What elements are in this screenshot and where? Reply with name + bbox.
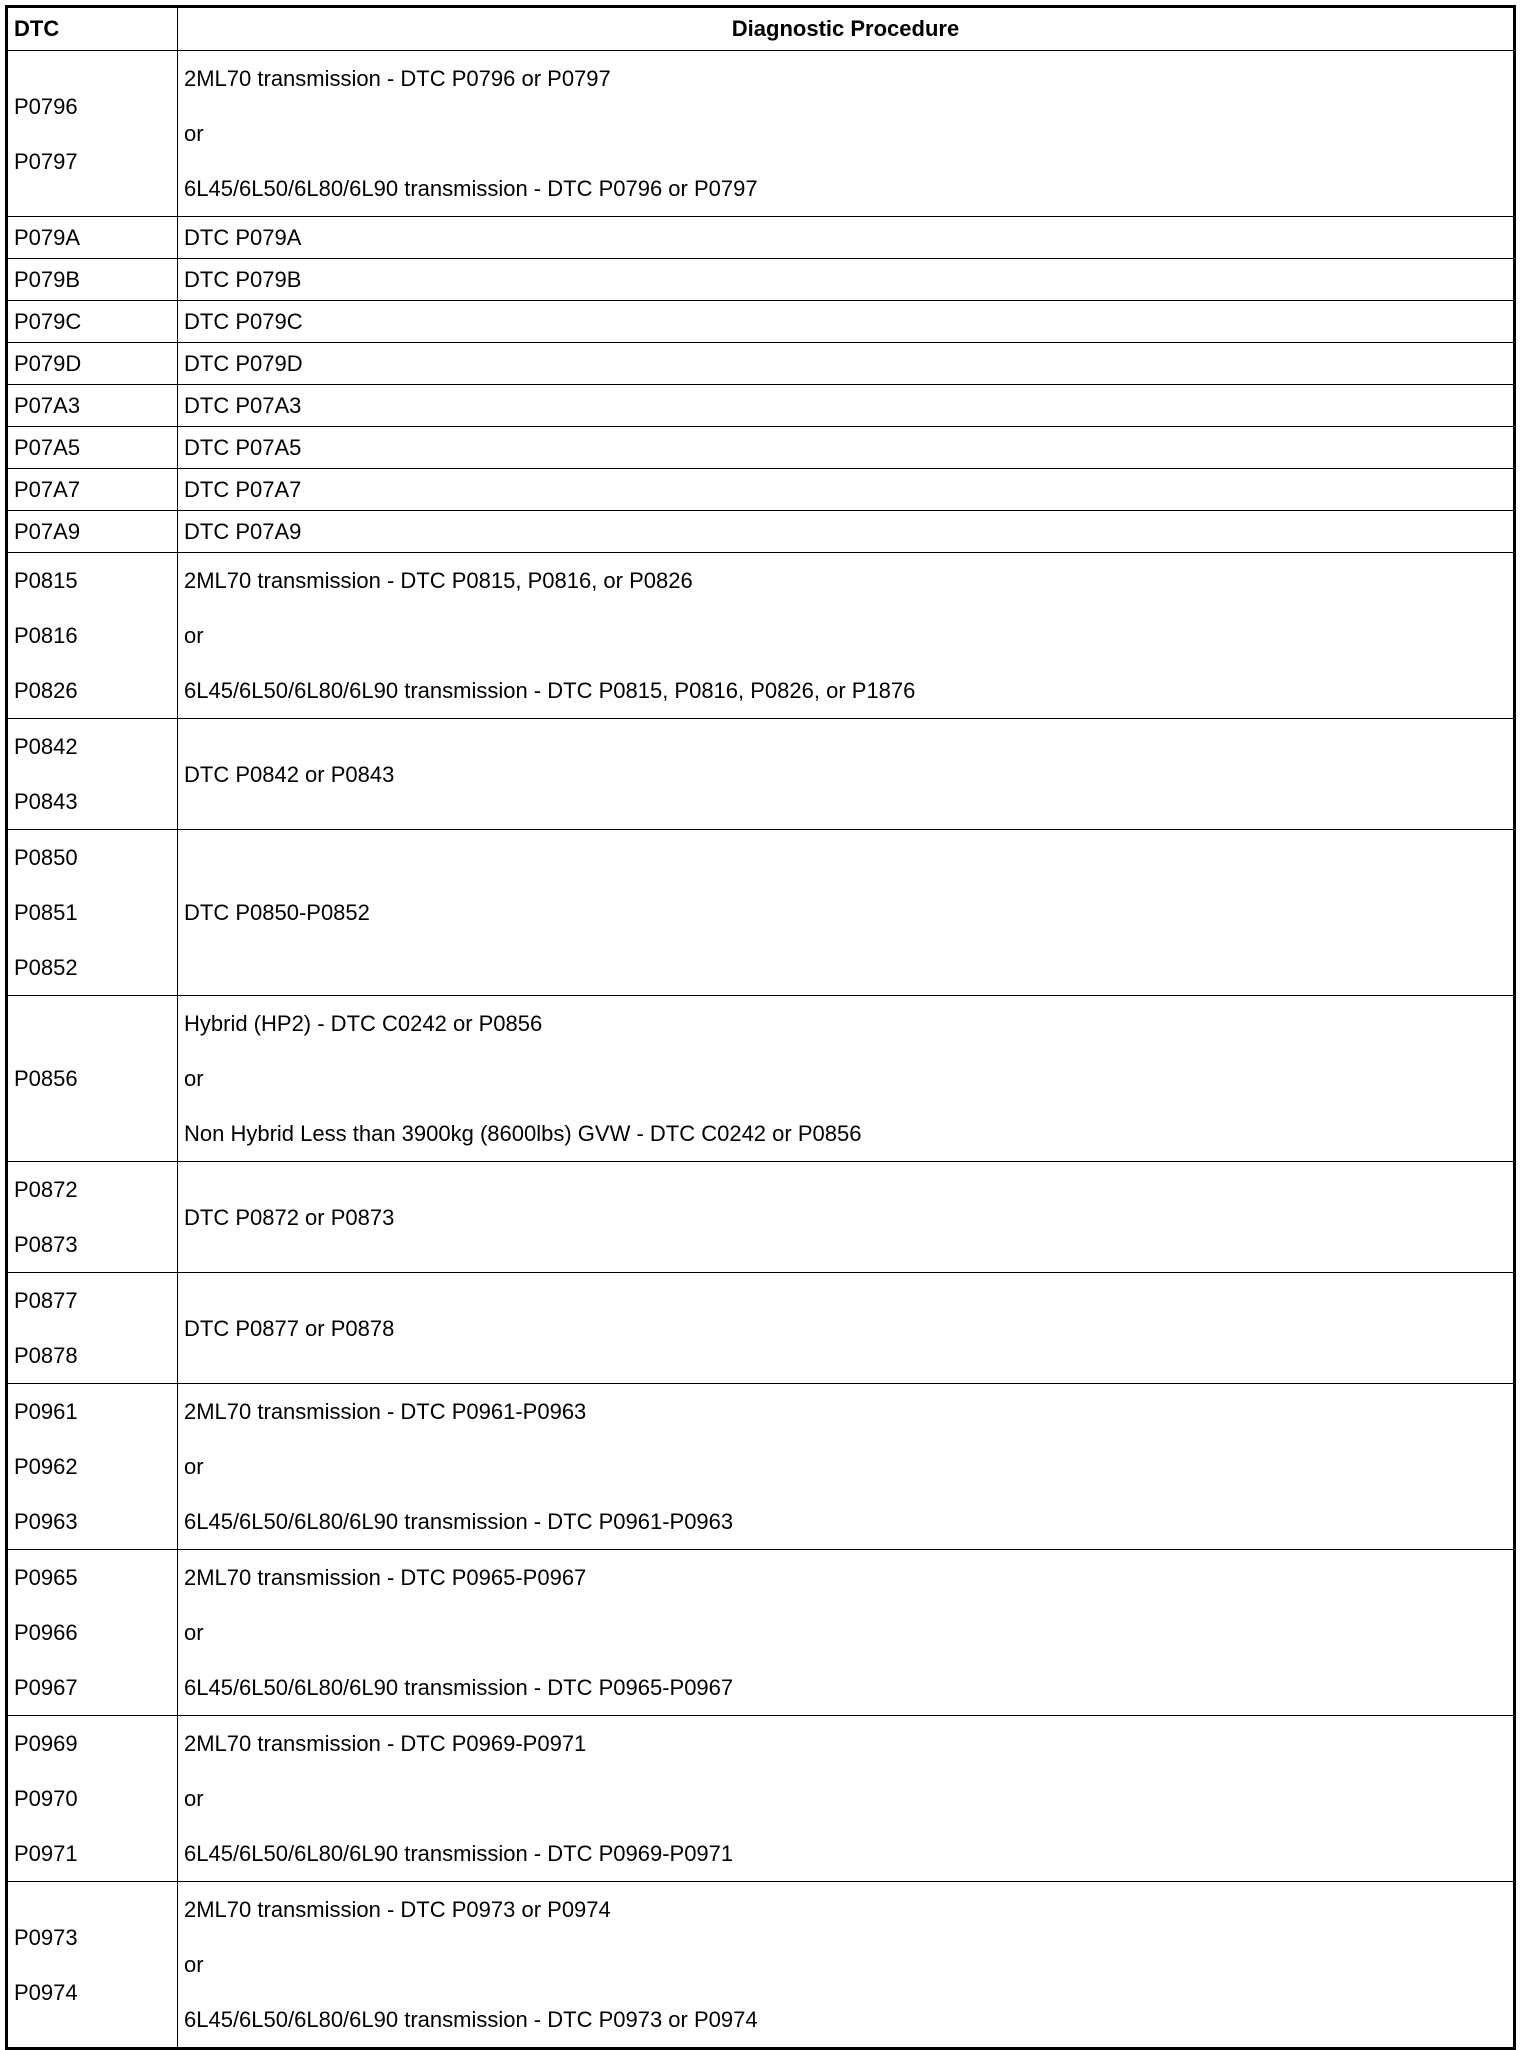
dtc-code: P0872 — [14, 1177, 78, 1202]
dtc-code: P0961 — [14, 1399, 78, 1424]
procedure-line: DTC P079C — [184, 309, 303, 334]
dtc-code: P0973 — [14, 1924, 78, 1950]
procedure-cell — [178, 719, 1515, 830]
table-row — [7, 427, 1515, 469]
dtc-table — [5, 5, 1516, 2050]
procedure-line: 2ML70 transmission - DTC P0961-P0963 — [184, 1399, 587, 1424]
procedure-cell — [178, 1716, 1515, 1882]
dtc-cell — [7, 469, 178, 511]
dtc-code: P0971 — [14, 1841, 78, 1866]
procedure-cell — [178, 469, 1515, 511]
procedure-line: DTC P0850-P0852 — [184, 900, 370, 925]
table-row — [7, 1384, 1515, 1550]
table-row — [7, 217, 1515, 259]
procedure-line: 6L45/6L50/6L80/6L90 transmission - DTC P0969-P0971 — [184, 1841, 734, 1866]
dtc-cell — [7, 1162, 178, 1273]
procedure-line: DTC P0877 or P0878 — [184, 1315, 395, 1341]
table-row — [7, 259, 1515, 301]
procedure-cell — [178, 1162, 1515, 1273]
dtc-code: P0873 — [14, 1232, 78, 1257]
table-row — [7, 385, 1515, 427]
dtc-code: P0826 — [14, 678, 78, 703]
dtc-code: P0797 — [14, 148, 78, 174]
dtc-code: P079D — [14, 351, 82, 376]
procedure-line: DTC P0842 or P0843 — [184, 761, 395, 787]
procedure-cell — [178, 1550, 1515, 1716]
dtc-code: P0843 — [14, 789, 78, 814]
procedure-cell — [178, 259, 1515, 301]
table-row — [7, 469, 1515, 511]
procedure-line: 6L45/6L50/6L80/6L90 transmission - DTC P0796 or P0797 — [184, 176, 758, 201]
dtc-cell — [7, 1273, 178, 1384]
procedure-line: DTC P07A7 — [184, 477, 302, 502]
procedure-cell — [178, 343, 1515, 385]
dtc-code: P0850 — [14, 845, 78, 870]
dtc-cell — [7, 830, 178, 996]
dtc-cell — [7, 996, 178, 1162]
dtc-code: P079B — [14, 267, 81, 292]
procedure-cell — [178, 996, 1515, 1162]
dtc-code: P0967 — [14, 1675, 78, 1700]
procedure-cell — [178, 1273, 1515, 1384]
procedure-line: 6L45/6L50/6L80/6L90 transmission - DTC P0815, P0816, P0826, or P1876 — [184, 678, 916, 703]
procedure-line: 2ML70 transmission - DTC P0796 or P0797 — [184, 66, 611, 91]
procedure-line: or — [184, 1066, 204, 1091]
dtc-code: P079C — [14, 309, 82, 334]
table-row — [7, 301, 1515, 343]
dtc-cell — [7, 719, 178, 830]
table-row — [7, 830, 1515, 996]
dtc-code: P0970 — [14, 1786, 78, 1811]
procedure-cell — [178, 217, 1515, 259]
procedure-cell — [178, 830, 1515, 996]
dtc-cell — [7, 427, 178, 469]
dtc-cell — [7, 385, 178, 427]
header-row — [7, 7, 1515, 51]
procedure-line: 6L45/6L50/6L80/6L90 transmission - DTC P0973 or P0974 — [184, 2007, 758, 2032]
procedure-line: or — [184, 1952, 204, 1977]
dtc-code: P0974 — [14, 1979, 78, 2005]
procedure-line: 2ML70 transmission - DTC P0969-P0971 — [184, 1731, 587, 1756]
dtc-code: P0969 — [14, 1731, 78, 1756]
dtc-code: P0852 — [14, 955, 78, 980]
procedure-line: DTC P0872 or P0873 — [184, 1204, 395, 1230]
dtc-code: P07A7 — [14, 477, 81, 502]
dtc-code: P0963 — [14, 1509, 78, 1534]
procedure-cell — [178, 511, 1515, 553]
procedure-column-header: Diagnostic Procedure — [178, 7, 1515, 51]
table-row — [7, 51, 1515, 217]
table-row — [7, 1162, 1515, 1273]
dtc-code: P0851 — [14, 900, 78, 925]
dtc-column-header: DTC — [7, 7, 178, 51]
dtc-cell — [7, 259, 178, 301]
dtc-code: P07A9 — [14, 519, 81, 544]
dtc-code: P07A5 — [14, 435, 81, 460]
dtc-code: P0816 — [14, 623, 78, 648]
dtc-code: P0878 — [14, 1343, 78, 1368]
procedure-line: 2ML70 transmission - DTC P0815, P0816, or P0826 — [184, 568, 693, 593]
dtc-code: P0966 — [14, 1620, 78, 1645]
dtc-code: P0856 — [14, 1066, 78, 1091]
dtc-cell — [7, 553, 178, 719]
table-body — [7, 51, 1515, 2049]
procedure-line: 6L45/6L50/6L80/6L90 transmission - DTC P0961-P0963 — [184, 1509, 734, 1534]
dtc-code: P0796 — [14, 93, 78, 119]
procedure-line: DTC P07A9 — [184, 519, 302, 544]
procedure-line: 2ML70 transmission - DTC P0965-P0967 — [184, 1565, 587, 1590]
procedure-line: DTC P079B — [184, 267, 302, 292]
table-row — [7, 719, 1515, 830]
procedure-line: Non Hybrid Less than 3900kg (8600lbs) GVW - DTC C0242 or P0856 — [184, 1121, 862, 1146]
procedure-cell — [178, 427, 1515, 469]
dtc-code: P0877 — [14, 1288, 78, 1313]
dtc-cell — [7, 301, 178, 343]
procedure-line: or — [184, 1454, 204, 1479]
dtc-code: P0962 — [14, 1454, 78, 1479]
procedure-line: DTC P079A — [184, 225, 302, 250]
dtc-code: P079A — [14, 225, 81, 250]
table-row — [7, 996, 1515, 1162]
dtc-cell — [7, 511, 178, 553]
table-row — [7, 1716, 1515, 1882]
dtc-code: P07A3 — [14, 393, 81, 418]
dtc-cell — [7, 51, 178, 217]
dtc-code: P0815 — [14, 568, 78, 593]
procedure-cell — [178, 301, 1515, 343]
dtc-cell — [7, 1384, 178, 1550]
procedure-cell — [178, 553, 1515, 719]
procedure-cell — [178, 1384, 1515, 1550]
procedure-cell — [178, 1882, 1515, 2049]
procedure-line: DTC P079D — [184, 351, 303, 376]
table-row — [7, 1273, 1515, 1384]
table-row — [7, 1550, 1515, 1716]
dtc-cell — [7, 217, 178, 259]
procedure-line: Hybrid (HP2) - DTC C0242 or P0856 — [184, 1011, 543, 1036]
procedure-line: DTC P07A3 — [184, 393, 302, 418]
procedure-line: or — [184, 121, 204, 146]
procedure-line: DTC P07A5 — [184, 435, 302, 460]
procedure-line: or — [184, 1620, 204, 1645]
dtc-cell — [7, 1550, 178, 1716]
table-row — [7, 343, 1515, 385]
procedure-line: or — [184, 1786, 204, 1811]
dtc-cell — [7, 1882, 178, 2049]
dtc-code: P0965 — [14, 1565, 78, 1590]
procedure-line: 6L45/6L50/6L80/6L90 transmission - DTC P0965-P0967 — [184, 1675, 734, 1700]
table-row — [7, 511, 1515, 553]
dtc-code: P0842 — [14, 734, 78, 759]
dtc-cell — [7, 1716, 178, 1882]
procedure-line: or — [184, 623, 204, 648]
dtc-cell — [7, 343, 178, 385]
procedure-cell — [178, 385, 1515, 427]
procedure-line: 2ML70 transmission - DTC P0973 or P0974 — [184, 1897, 611, 1922]
table-row — [7, 553, 1515, 719]
table-row — [7, 1882, 1515, 2049]
procedure-cell — [178, 51, 1515, 217]
